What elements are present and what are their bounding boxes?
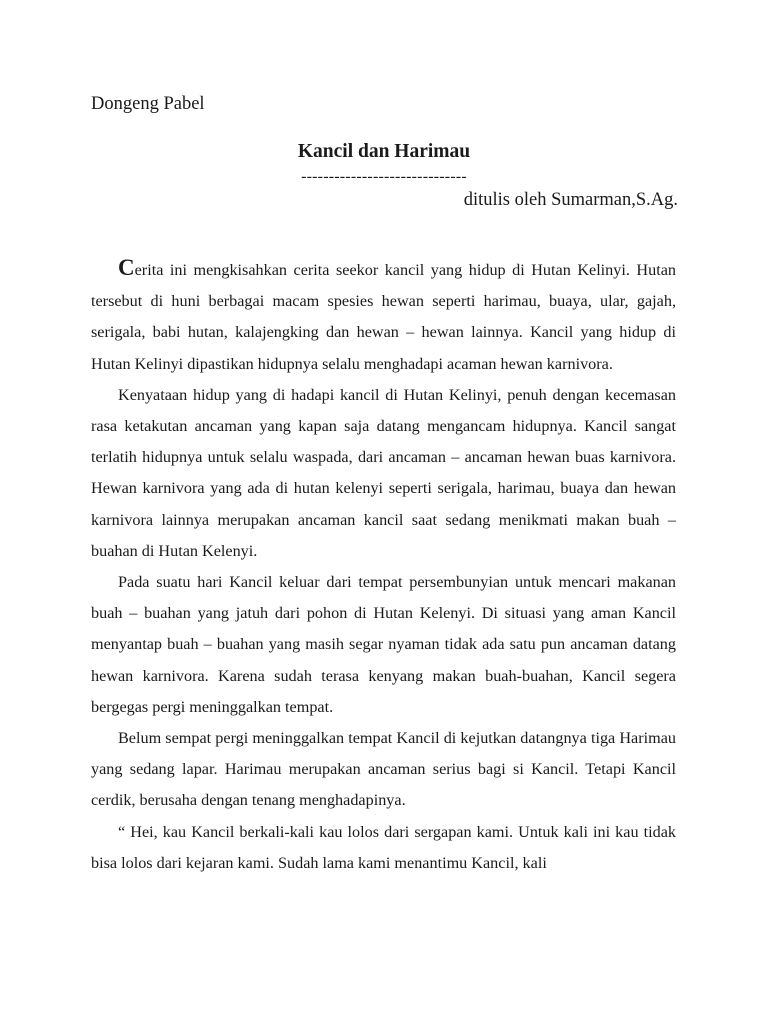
story-body — [91, 252, 676, 879]
story-title: Kancil dan Harimau — [297, 141, 471, 162]
drop-cap-initial: C — [118, 255, 135, 280]
story-category: Dongeng Pabel — [91, 94, 205, 114]
paragraph-1-text: erita ini mengkisahkan cerita seekor kancil yang hidup di Hutan Kelinyi. Hutan tersebut di huni berbagai macam spesies hewan seperti harimau, buaya, ular, gajah, serigala, babi hutan, kalajengking dan hewan – hewan lainnya. Kancil yang hidup di Hutan Kelinyi dipastikan hidupnya selalu menghadapi acaman hewan karnivora. — [91, 261, 676, 373]
paragraph-2: Kenyataan hidup yang di hadapi kancil di Hutan Kelinyi, penuh dengan kecemasan rasa ketakutan ancaman yang kapan saja datang mengancam hidupnya. Kancil sangat terlatih hidupnya untuk selalu waspada, dari ancaman – ancaman hewan buas karnivora. Hewan karnivora yang ada di hutan kelenyi seperti serigala, harimau, buaya dan hewan karnivora lainnya merupakan ancaman kancil saat sedang menikmati makan buah – buahan di Hutan Kelenyi. — [91, 385, 676, 560]
paragraph-3: Pada suatu hari Kancil keluar dari tempat persembunyian untuk mencari makanan buah – buahan yang jatuh dari pohon di Hutan Kelenyi. Di situasi yang aman Kancil menyantap buah – buahan yang masih segar nyaman tidak ada satu pun ancaman datang hewan karnivora. Karena sudah terasa kenyang makan buah-buahan, Kancil segera bergegas pergi meninggalkan tempat. — [91, 573, 676, 716]
author-line: ditulis oleh Sumarman,S.Ag. — [463, 190, 678, 210]
paragraph-5: “ Hei, kau Kancil berkali-kali kau lolos dari sergapan kami. Untuk kali ini kau tidak bisa lolos dari kejaran kami. Sudah lama kami menantimu Kancil, kali — [91, 822, 676, 872]
title-divider: ------------------------------ — [301, 168, 467, 185]
paragraph-4: Belum sempat pergi meninggalkan tempat Kancil di kejutkan datangnya tiga Harimau yang sedang lapar. Harimau merupakan ancaman serius bagi si Kancil. Tetapi Kancil cerdik, berusaha dengan tenang menghadapinya. — [91, 729, 676, 810]
paragraph-1 — [91, 252, 676, 380]
